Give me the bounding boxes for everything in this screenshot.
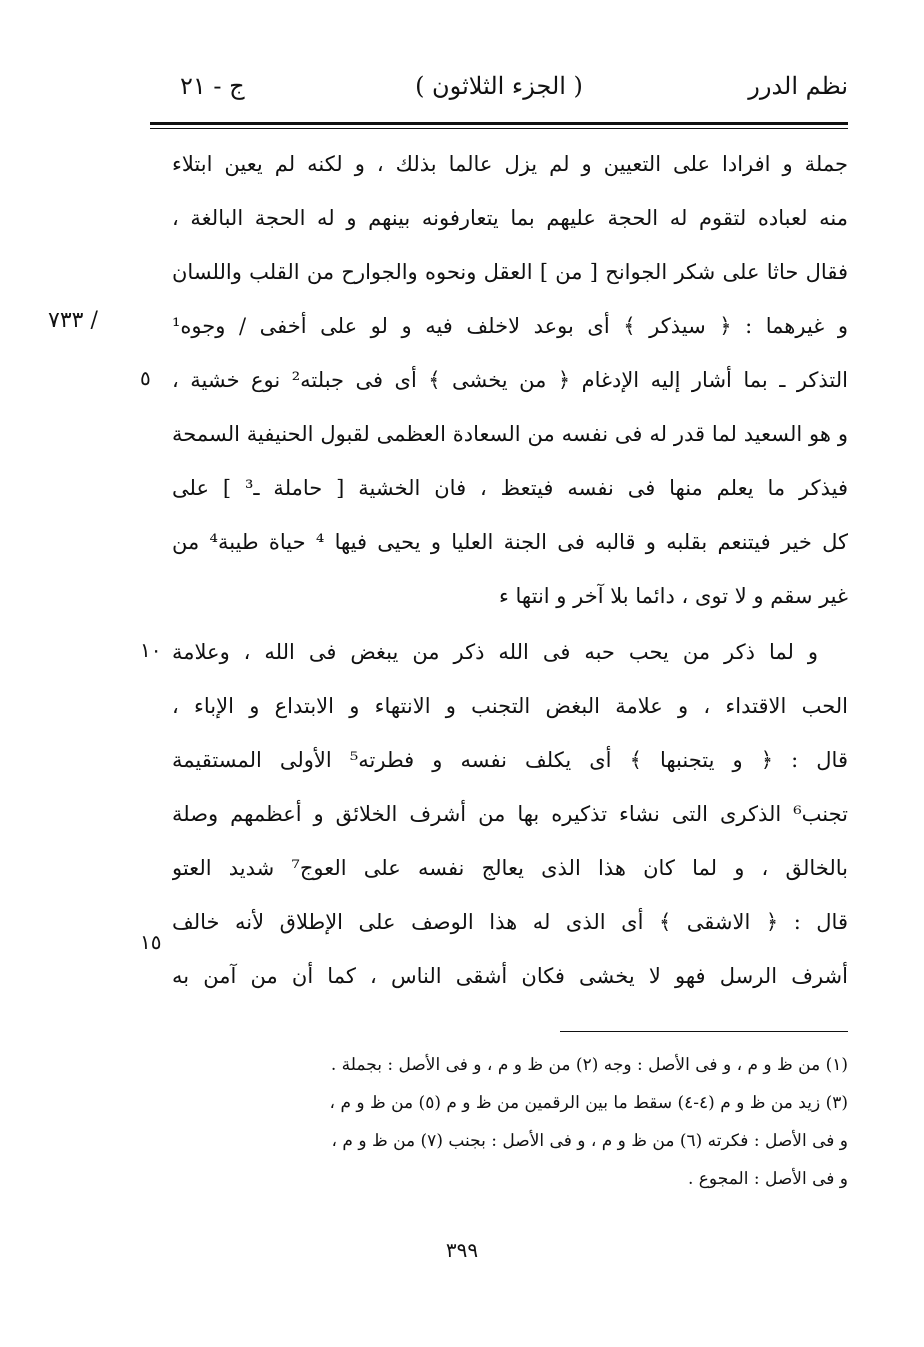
text-line: قال : ﴿ و يتجنبها ﴾ أى يكلف نفسه و فطرته⁵ الأولى المستقيمة (172, 748, 848, 772)
margin-page-reference: / ٧٣٣ (48, 308, 98, 333)
text-line: كل خير فيتنعم بقلبه و قالبه فى الجنة العليا و يحيى فيها ⁴ حياة طيبة⁴ من (172, 530, 848, 554)
text-line: التذكر ـ بما أشار إليه الإدغام ﴿ من يخشى ﴾ أى فى جبلته² نوع خشية ، (172, 368, 848, 392)
text-line: بالخالق ، و لما كان هذا الذى يعالج نفسه على العوج⁷ شديد العتو (172, 856, 848, 880)
text-line: و غيرهما : ﴿ سيذكر ﴾ أى بوعد لاخلف فيه و لو على أخفى / وجوه¹ (172, 314, 848, 338)
footnotes (160, 1046, 848, 1198)
page-number: ٣٩٩ (445, 1238, 479, 1262)
text-line: و لما ذكر من يحب حبه فى الله ذكر من يبغض فى الله ، وعلامة (172, 640, 818, 664)
margin-line-number: ١٥ (140, 930, 162, 954)
footnote-line: و فى الأصل : فكرته (٦) من ظ و م ، و فى الأصل : بجنب (٧) من ظ و م ، (331, 1131, 848, 1151)
text-line: قال : ﴿ الاشقى ﴾ أى الذى له هذا الوصف على الإطلاق لأنه خالف (172, 910, 848, 934)
text-line: غير سقم و لا توى ، دائما بلا آخر و انتها ء (498, 584, 848, 608)
margin-line-number: ٥ (140, 366, 151, 390)
text-line: الحب الاقتداء ، و علامة البغض التجنب و الانتهاء و الابتداع و الإباء ، (172, 694, 848, 718)
footnote-rule (560, 1031, 848, 1032)
text-line: منه لعباده لتقوم له الحجة عليهم بما يتعارفونه بينهم و له الحجة البالغة ، (172, 206, 848, 230)
header-rule-thin (150, 128, 848, 129)
text-line: تجنب⁶ الذكرى التى نشاء تذكيره بها من أشرف الخلائق و أعظمهم وصلة (172, 802, 848, 826)
footnote-line: و فى الأصل : المجوع . (687, 1169, 848, 1189)
footnote-line: (١) من ظ و م ، و فى الأصل : وجه (٢) من ظ و م ، و فى الأصل : بجملة . (330, 1055, 848, 1075)
section-title: ( الجزء الثلاثون ) (415, 72, 583, 100)
text-line: و هو السعيد لما قدر له فى نفسه من السعادة العظمى لقبول الحنيفية السمحة (172, 422, 848, 446)
text-line: جملة و افرادا على التعيين و لم يزل عالما بذلك ، و لكنه لم يعين ابتلاء (172, 152, 848, 176)
page-header (150, 68, 848, 112)
volume-reference: ج - ٢١ (180, 72, 245, 100)
margin-line-number: ١٠ (140, 638, 162, 662)
footnote-line: (٣) زيد من ظ و م (٤-٤) سقط ما بين الرقمين من ظ و م (٥) من ظ و م ، (329, 1093, 848, 1113)
header-rule-thick (150, 122, 848, 125)
main-text (172, 137, 848, 1003)
text-line: أشرف الرسل فهو لا يخشى فكان أشقى الناس ، كما أن من آمن به (172, 964, 848, 988)
text-line: فيذكر ما يعلم منها فى نفسه فيتعظ ، فان الخشية [ حاملة ـ³ ] على (172, 476, 848, 500)
running-title: نظم الدرر (748, 72, 848, 100)
text-line: فقال حاثا على شكر الجوانح [ من ] العقل ونحوه والجوارح من القلب واللسان (172, 260, 848, 284)
